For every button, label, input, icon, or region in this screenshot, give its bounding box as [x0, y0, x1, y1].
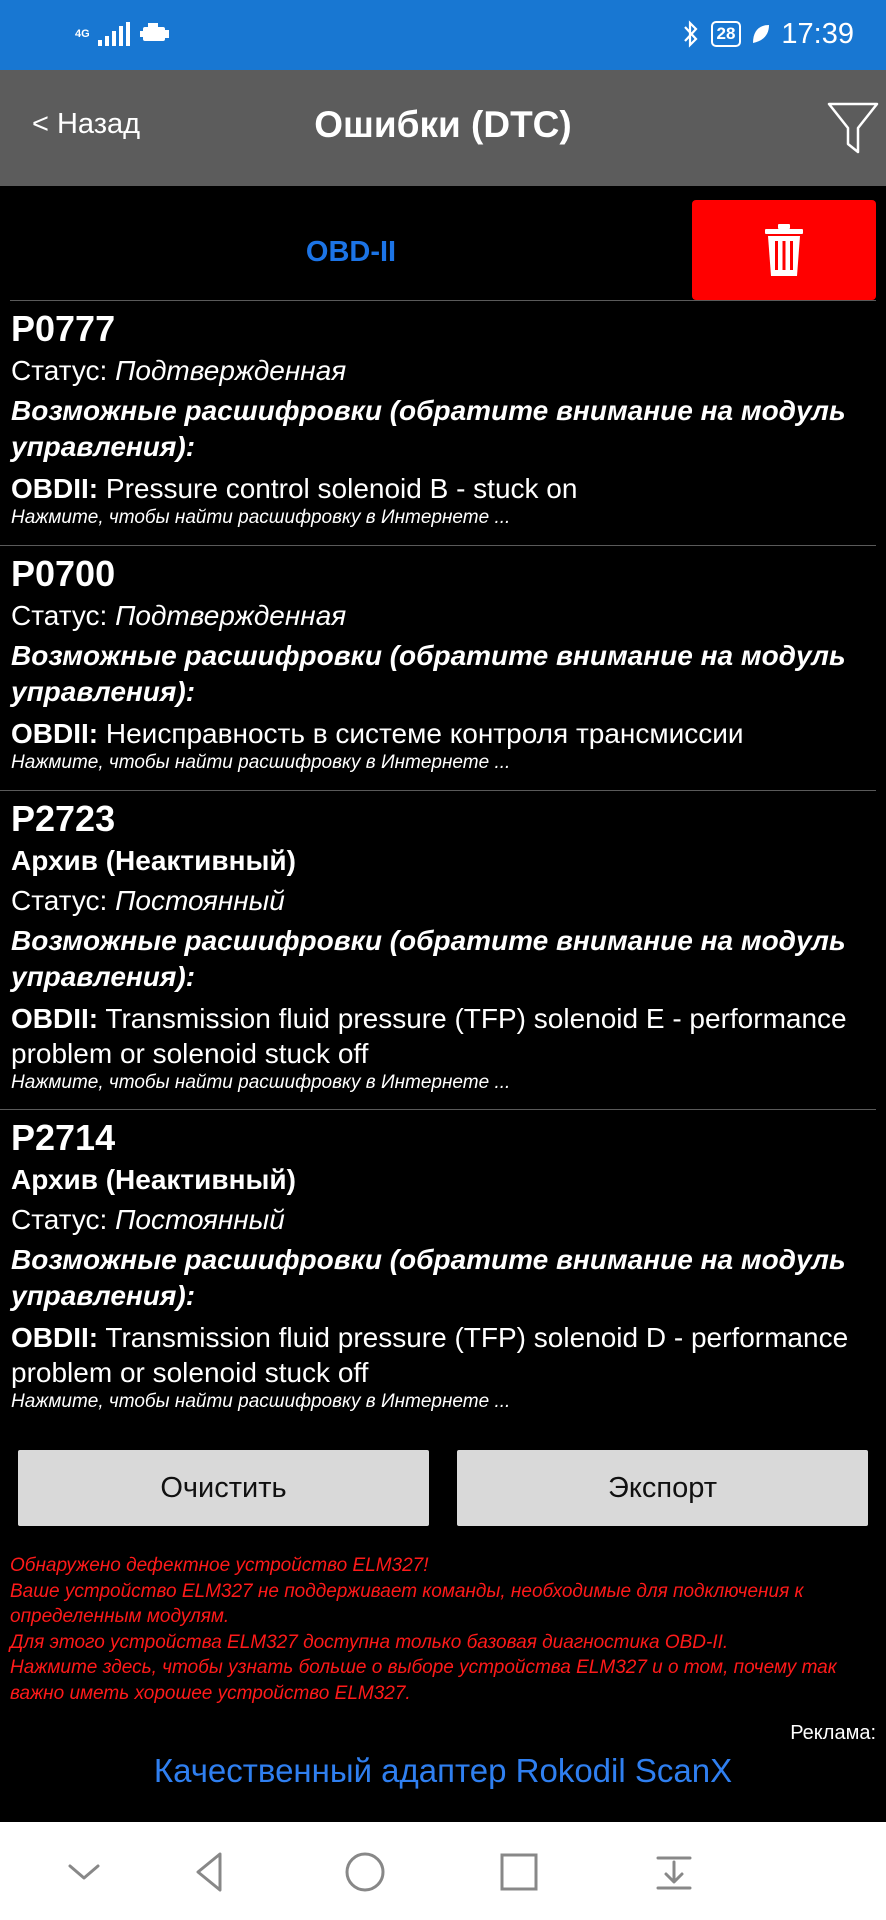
dtc-item-p0700[interactable] — [0, 546, 876, 791]
clock: 17:39 — [781, 17, 854, 50]
elm327-warning[interactable] — [10, 1553, 880, 1706]
tab-row — [0, 186, 886, 300]
status-label: Статус: — [11, 600, 116, 631]
status-label: Статус: — [11, 1204, 116, 1235]
search-online-link[interactable]: Нажмите, чтобы найти расшифровку в Интернете ... — [11, 1391, 511, 1412]
status-value: Постоянный — [115, 885, 285, 916]
app-header — [0, 70, 886, 186]
status-label: Статус: — [11, 885, 116, 916]
dtc-code: P2714 — [11, 1117, 116, 1158]
network-label: 4G — [75, 27, 90, 40]
dtc-code: P0777 — [11, 308, 116, 349]
nav-menu-icon[interactable] — [650, 1848, 698, 1896]
network-type — [75, 29, 90, 40]
status-bar — [0, 0, 886, 70]
nav-recents-icon[interactable] — [495, 1848, 543, 1896]
obdii-label: OBDII: — [11, 1003, 99, 1034]
possible-decodings-label: Возможные расшифровки (обратите внимание на модуль управления): — [11, 1244, 846, 1311]
status-right — [681, 14, 855, 54]
dtc-status — [11, 596, 866, 636]
dtc-description — [11, 1001, 866, 1071]
delete-button[interactable] — [692, 200, 876, 300]
status-label: Статус: — [11, 355, 116, 386]
action-buttons — [0, 1450, 886, 1526]
warning-line-1: Обнаружено дефектное устройство ELM327! — [10, 1555, 429, 1576]
status-value: Постоянный — [115, 1204, 285, 1235]
description-text: Pressure control solenoid B - stuck on — [98, 473, 578, 504]
clear-button[interactable]: Очистить — [18, 1450, 429, 1526]
battery-icon — [711, 21, 742, 47]
dtc-list — [0, 301, 886, 1410]
leaf-icon — [751, 23, 771, 45]
search-online-link[interactable]: Нажмите, чтобы найти расшифровку в Интернете ... — [11, 507, 511, 528]
search-online-link[interactable]: Нажмите, чтобы найти расшифровку в Интернете ... — [11, 752, 511, 773]
warning-line-4: Нажмите здесь, чтобы узнать больше о выборе устройства ELM327 и о том, почему так важно иметь хорошее устройство ELM327. — [10, 1657, 837, 1704]
dtc-item-p2714[interactable] — [0, 1110, 876, 1410]
description-text: Transmission fluid pressure (TFP) solenoid E - performance problem or solenoid stuck off — [11, 1003, 847, 1069]
search-online-link[interactable]: Нажмите, чтобы найти расшифровку в Интернете ... — [11, 1072, 511, 1093]
obdii-label: OBDII: — [11, 1322, 99, 1353]
dtc-code: P2723 — [11, 798, 116, 839]
nav-home-icon[interactable] — [341, 1848, 389, 1896]
dtc-description — [11, 1320, 866, 1390]
dtc-item-p2723[interactable] — [0, 791, 876, 1110]
signal-icon — [98, 22, 132, 46]
back-label: < Назад — [32, 108, 141, 140]
possible-decodings-label: Возможные расшифровки (обратите внимание на модуль управления): — [11, 925, 846, 992]
dtc-status — [11, 881, 866, 921]
nav-down-icon[interactable] — [60, 1848, 108, 1896]
dtc-description — [11, 471, 866, 506]
possible-decodings-label: Возможные расшифровки (обратите внимание на модуль управления): — [11, 395, 846, 462]
dtc-code: P0700 — [11, 553, 116, 594]
archive-label: Архив (Неактивный) — [11, 1164, 296, 1195]
dtc-item-p0777[interactable] — [0, 301, 876, 546]
obdii-label: OBDII: — [11, 473, 99, 504]
status-left — [75, 18, 170, 50]
dtc-status — [11, 351, 866, 391]
warning-line-2: Ваше устройство ELM327 не поддерживает команды, необходимые для подключения к определенным модулям. — [10, 1580, 804, 1627]
obdii-label: OBDII: — [11, 718, 99, 749]
battery-level: 28 — [716, 24, 736, 43]
dtc-description — [11, 716, 866, 751]
dtc-status — [11, 1200, 866, 1240]
archive-label: Архив (Неактивный) — [11, 845, 296, 876]
filter-icon[interactable] — [826, 100, 880, 156]
possible-decodings-label: Возможные расшифровки (обратите внимание на модуль управления): — [11, 640, 846, 707]
page-title: Ошибки (DTC) — [314, 104, 572, 145]
ad-link[interactable]: Качественный адаптер Rokodil ScanX — [153, 1752, 733, 1789]
vehicle-icon — [140, 23, 170, 45]
tab-obd-ii[interactable]: OBD-II — [305, 236, 397, 268]
nav-back-icon[interactable] — [186, 1848, 234, 1896]
warning-line-3: Для этого устройства ELM327 доступна только базовая диагностика OBD-II. — [10, 1631, 729, 1653]
description-text: Transmission fluid pressure (TFP) solenoid D - performance problem or solenoid stuck off — [11, 1322, 849, 1388]
system-nav-bar — [0, 1822, 886, 1920]
description-text: Неисправность в системе контроля трансмиссии — [98, 718, 744, 749]
bluetooth-icon — [681, 19, 701, 49]
trash-icon — [765, 224, 803, 276]
status-value: Подтвержденная — [115, 355, 347, 386]
ad-label: Реклама: — [790, 1722, 876, 1744]
status-value: Подтвержденная — [115, 600, 347, 631]
export-button[interactable]: Экспорт — [457, 1450, 868, 1526]
